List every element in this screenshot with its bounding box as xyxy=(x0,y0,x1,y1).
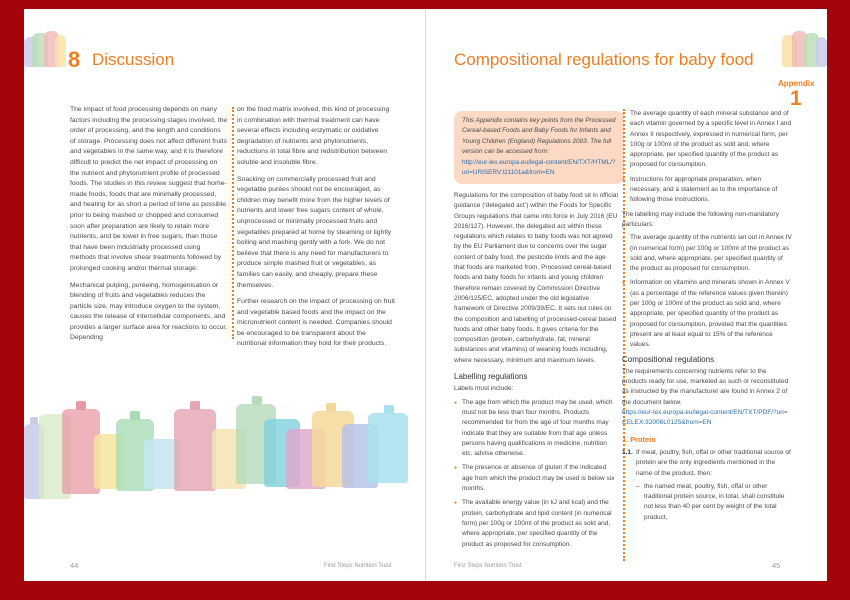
regulation-link[interactable]: https://eur-lex.europa.eu/legal-content/EN/TXT/PDF/?uri=CELEX:32006L0125&from=EN xyxy=(622,409,788,427)
paragraph: Mechanical pulping, puréeing, homogenisation or blending of fruits and vegetables reduces the particle size, may introduce oxygen to the system, causes the release of intercellular components, and provides a larger surface area for reactions to occur. Depending xyxy=(70,281,228,342)
list-item: ● Information on vitamins and minerals shown in Annex V (as a percentage of the reference values given therein) per 100g or 100ml of the product as sold and, where appropriate, per specified quantity of the product as proposed for consumption, provided that the quantities present are at least equal to 15% of the reference values. xyxy=(622,278,792,350)
paragraph: on the food matrix involved, this kind of processing in combination with thermal treatment can have several effects including enzymatic or oxidative degradation of nutrients and phytonutrients, reductions in total fibre and redistribution between soluble and insoluble fibre. xyxy=(237,106,390,166)
callout-text: This Appendix contains key points from the Processed Cereal-based Foods and Baby Foods for Infants and Young Children (England) Regulations 2003. The full version can be accessed from: xyxy=(462,117,616,156)
chapter-title: Discussion xyxy=(92,50,175,69)
numbered-item xyxy=(622,448,792,479)
item-number: 1.1. xyxy=(622,448,633,456)
list-item: ● The average quantity of the nutrients set out in Annex IV (in numerical form) per 100g or 100ml of the product as sold and, where appropriate, per specified quantity of the product as proposed for consumption. xyxy=(622,233,792,274)
left-column-1 xyxy=(70,105,228,350)
right-page xyxy=(426,9,827,581)
non-mandatory-intro: The labelling may include the following non-mandatory particulars: xyxy=(622,210,779,228)
list-item: ● The age from which the product may be used, which must not be less than four months. Products recommended for from the age of four months may indicate that they are suitable from that age unless persons having qualifications in medicine, nutrition etc. advise otherwise. xyxy=(454,398,618,460)
chapter-number: 8 xyxy=(68,47,81,72)
labels-intro: Labels must include: xyxy=(454,385,514,393)
pouch-illustration xyxy=(55,35,66,67)
paragraph: Further research on the impact of processing on fruit and vegetable based foods and the impact on the micronutrient content is needed. Companies should be encouraged to be transparent about the nutritional information they hold for their products. xyxy=(237,298,395,348)
paragraph: The impact of food processing depends on many factors including the processing stages involved, the order of processing, and the length and conditions of storage. Processing does not affect different fruits and vegetables in the same way, and it is therefore difficult to predict the net impact of processing on the nutrient and phytonutrient profile of processed foods. The studies in this review suggest that home-made foods, foods that are minimally processed, and heating for as short a period of time as possible prior to being mashed or chopped and consumed soon after preparation are likely to retain more nutrients, and be lower in free sugars, than those that have been industrially processed using methods that involve shear treatments followed by prolonged cooking and/or thermal storage. xyxy=(70,106,228,272)
list-item: ● Instructions for appropriate preparation, when necessary, and a statement as to the importance of following those instructions. xyxy=(622,175,792,206)
protein-heading: 1. Protein xyxy=(622,434,656,444)
list-item: ● The available energy value (in kJ and kcal) and the protein, carbohydrate and lipid content (in numerical form) per 100g or 100ml of the product as sold and, where appropriate, per specified quantity of the product as proposed for consumption. xyxy=(454,498,618,549)
labelling-heading: Labelling regulations xyxy=(454,372,528,382)
paragraph: Snacking on commercially processed fruit and vegetable purées should not be encouraged, as children may benefit more from the higher levels of nutrients and lower free sugars content of whole, unprocessed or minimally processed fruits and vegetables prepared at home by steaming or lightly boiling and mashing gently with a fork. We do not believe that there is any need for manufacturers to produce simple mashed fruit or vegetables, as families can easily, and cheaply, prepare these themselves. xyxy=(237,175,392,289)
left-column-2 xyxy=(237,105,395,356)
page-number: 45 xyxy=(772,561,781,570)
page-title: Compositional regulations for baby food xyxy=(454,50,754,69)
dash-item xyxy=(636,482,792,523)
dash-marker: – xyxy=(636,482,640,490)
appendix-callout xyxy=(454,111,624,184)
compositional-heading: Compositional regulations xyxy=(622,354,715,364)
item-text: If meat, poultry, fish, offal or other traditional source of protein are the only ingredients mentioned in the name of the product, then: xyxy=(636,448,791,477)
dash-text: the named meat, poultry, fish, offal or other traditional protein source, in total, shall constitute not less than 40 per cent by weight of the total product, xyxy=(644,482,785,521)
footer-text: First Steps Nutrition Trust xyxy=(454,563,522,569)
right-column-2 xyxy=(622,109,792,526)
appendix-label: Appendix xyxy=(778,79,815,88)
footer-text: First Steps Nutrition Trust xyxy=(324,563,392,569)
intro-paragraph: Regulations for the composition of baby food sit in official guidance (‘delegated act’) within the Foods for Specific Groups regulations that came into force in July 2016 (EU 2016/127). However, the delegated act within these regulations which relates to baby foods was not agreed by the EU Parliament due to concerns over the sugar content of baby food, the pesticide limits and the age that foods are marketed from. Processed cereal-based foods and baby foods for infants and young children therefore remain covered by Commission Directive 2006/125/EC, adopted under the old legislative framework of Directive 2009/39/EC. It sets out rules on the composition and labelling of processed-cereal based foods and other baby foods. It gives criteria for the composition (protein, carbohydrate, fat, mineral substances and vitamins) of weaning foods including, where necessary, minimum and maximum levels. xyxy=(454,192,618,364)
appendix-number: 1 xyxy=(790,87,802,110)
callout-link[interactable]: http://eur-lex.europa.eu/legal-content/EN/TXT/HTML/?uri=URISERV:l21101a&from=EN xyxy=(462,158,616,177)
compositional-text: The requirements concerning nutrients refer to the products ready for use, marketed as such or reconstituted as instructed by the manufacturer are found in Annex 2 of the document below. xyxy=(622,367,789,406)
list-item: ● The presence or absence of gluten if the indicated age from which the product may be used is below six months. xyxy=(454,463,618,494)
left-page xyxy=(24,9,425,581)
pouch-illustration xyxy=(816,37,827,67)
column-divider xyxy=(232,107,234,339)
list-item: ● The average quantity of each mineral substance and of each vitamin governed by a specific level in Annex I and Annex II respectively, expressed in numerical form, per 100g or 100ml of the product as sold and, where appropriate, per specified quantity of the product as proposed for consumption. xyxy=(622,109,792,171)
right-column-1 xyxy=(454,191,618,554)
page-number: 44 xyxy=(70,561,79,570)
